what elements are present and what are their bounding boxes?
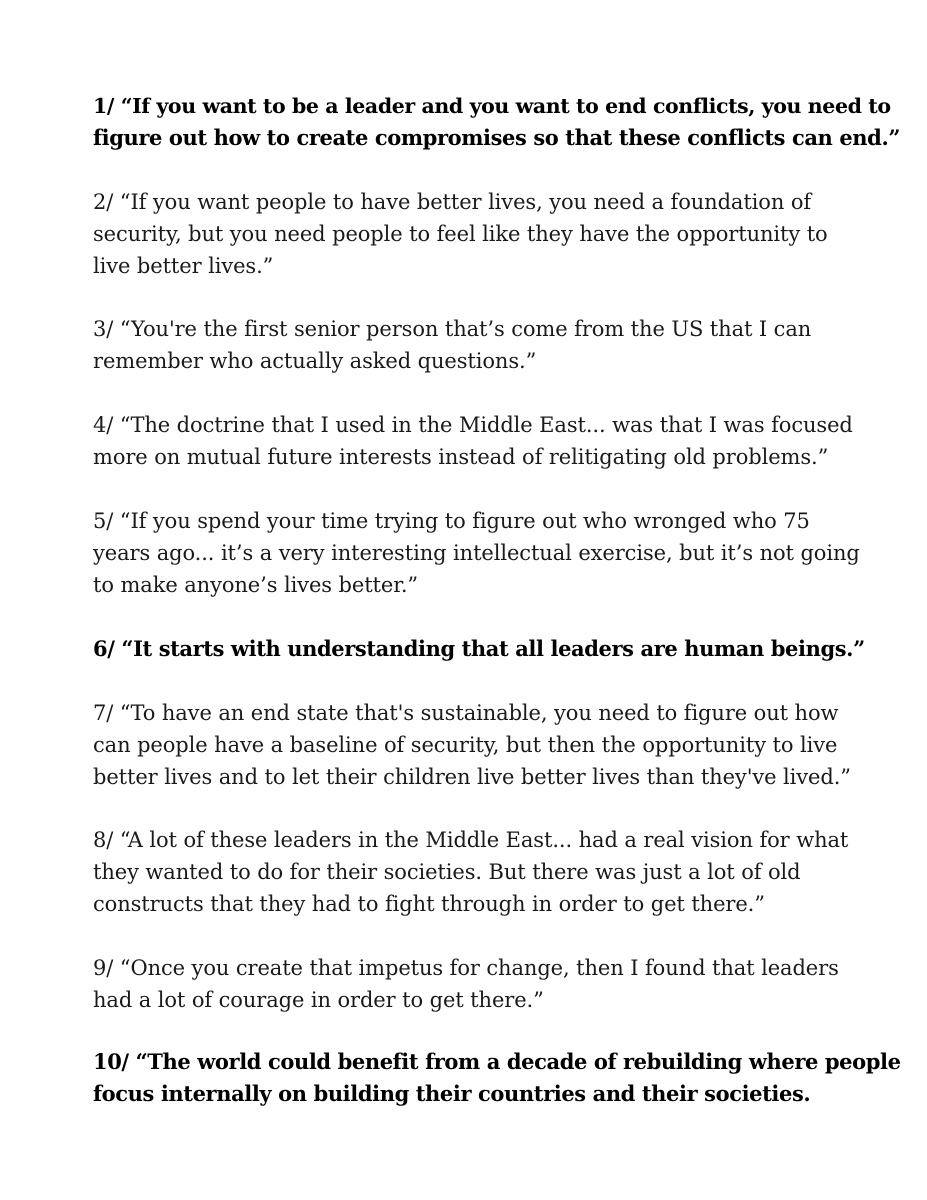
quote-line: remember who actually asked questions.” [93, 349, 537, 373]
quote-1 [93, 90, 901, 154]
quote-5 [93, 505, 893, 601]
quote-line: more on mutual future interests instead of relitigating old problems.” [93, 445, 829, 469]
quote-line: 4/ “The doctrine that I used in the Middle East... was that I was focused [93, 413, 853, 437]
quote-line: 7/ “To have an end state that's sustainable, you need to figure out how [93, 701, 839, 725]
quote-line: years ago... it’s a very interesting intellectual exercise, but it’s not going [93, 541, 860, 565]
quote-8 [93, 824, 893, 920]
quote-line: they wanted to do for their societies. But there was just a lot of old [93, 860, 801, 884]
quote-line: focus internally on building their countries and their societies. [93, 1081, 811, 1106]
quote-4 [93, 409, 893, 473]
quote-9 [93, 952, 893, 1016]
quote-line: 2/ “If you want people to have better lives, you need a foundation of [93, 190, 812, 214]
quote-2 [93, 186, 893, 282]
quote-line: to make anyone’s lives better.” [93, 573, 419, 597]
quote-line: 9/ “Once you create that impetus for change, then I found that leaders [93, 956, 839, 980]
quote-10 [93, 1046, 901, 1110]
quote-line: 1/ “If you want to be a leader and you want to end conflicts, you need to [93, 94, 891, 118]
quote-line: can people have a baseline of security, but then the opportunity to live [93, 733, 838, 757]
quote-line: 10/ “The world could benefit from a decade of rebuilding where people [93, 1049, 901, 1074]
quote-3 [93, 313, 893, 377]
quote-line: 5/ “If you spend your time trying to figure out who wronged who 75 [93, 509, 810, 533]
quote-line: constructs that they had to fight through in order to get there.” [93, 892, 765, 916]
quote-line: 8/ “A lot of these leaders in the Middle East... had a real vision for what [93, 828, 849, 852]
quote-7 [93, 697, 893, 793]
quote-line: had a lot of courage in order to get there.” [93, 988, 544, 1012]
quote-line: better lives and to let their children live better lives than they've lived.” [93, 765, 851, 789]
quote-line: live better lives.” [93, 254, 274, 278]
quote-line: 3/ “You're the first senior person that’s come from the US that I can [93, 317, 812, 341]
quote-line: security, but you need people to feel like they have the opportunity to [93, 222, 828, 246]
quote-line: 6/ “It starts with understanding that all leaders are human beings.” [93, 636, 865, 661]
quote-line: figure out how to create compromises so that these conflicts can end.” [93, 125, 901, 150]
quote-6 [93, 633, 893, 665]
